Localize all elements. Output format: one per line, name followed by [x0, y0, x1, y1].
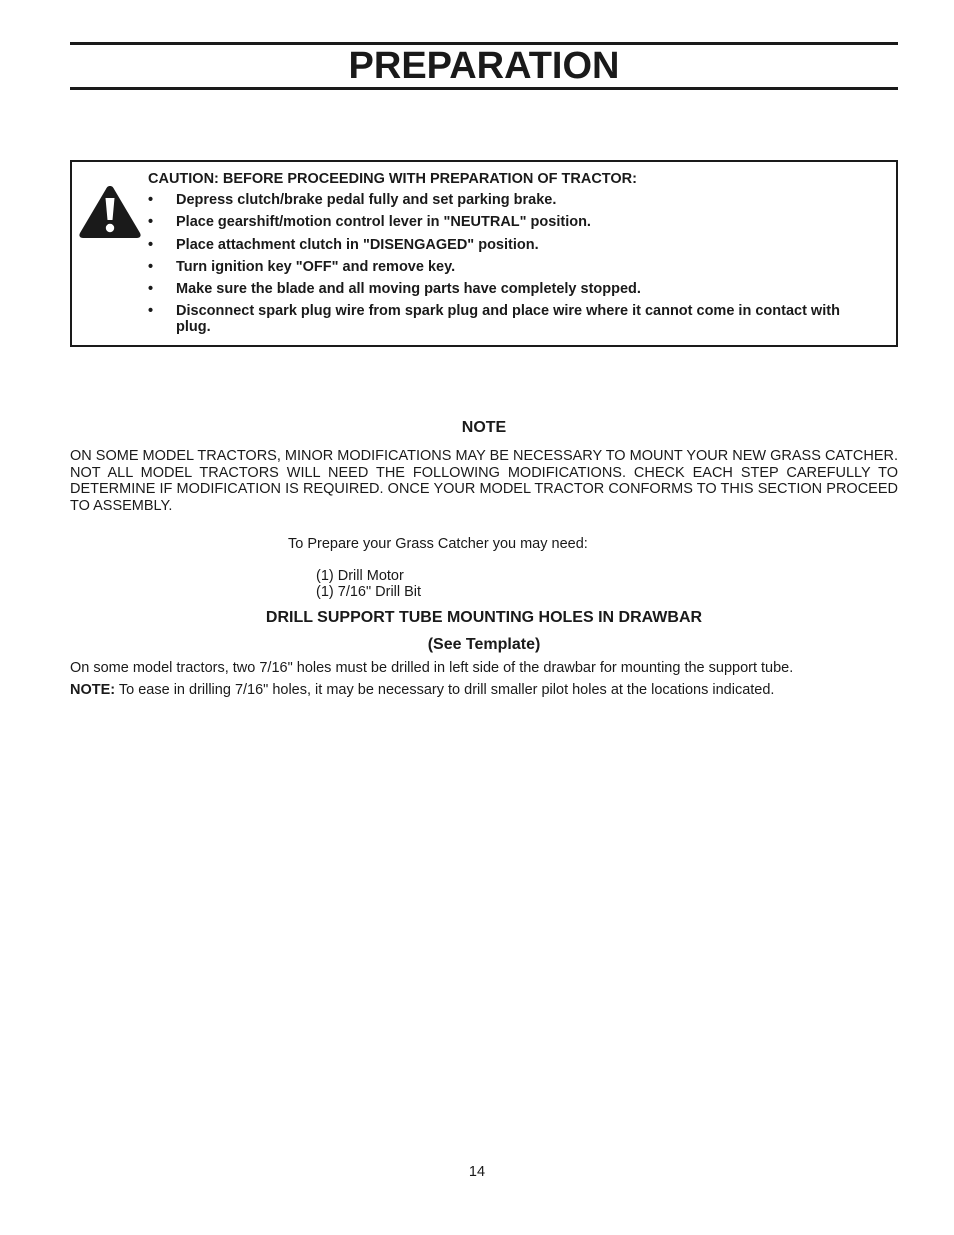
note-text: To ease in drilling 7/16" holes, it may be necessary to drill smaller pilot holes at the locations indicated.	[115, 682, 775, 698]
list-item	[148, 192, 848, 208]
note-label: NOTE:	[70, 682, 116, 698]
bullet: •	[148, 258, 154, 275]
caution-item-text: Depress clutch/brake pedal fully and set parking brake.	[176, 192, 557, 208]
caution-item-text: Place attachment clutch in "DISENGAGED" position.	[176, 236, 539, 253]
caution-item-text: Turn ignition key "OFF" and remove key.	[176, 258, 456, 275]
bullet: •	[148, 303, 154, 320]
caution-box	[70, 160, 898, 347]
page-number: 14	[468, 1164, 486, 1180]
bullet: •	[148, 281, 154, 298]
bullet: •	[148, 192, 154, 208]
section-heading: DRILL SUPPORT TUBE MOUNTING HOLES IN DRAWBAR	[265, 609, 703, 626]
prepare-intro: To Prepare your Grass Catcher you may need:	[288, 536, 588, 552]
list-item: (1) 7/16" Drill Bit	[316, 584, 422, 600]
section-body: On some model tractors, two 7/16" holes must be drilled in left side of the drawbar for mounting the support tube.	[70, 660, 794, 676]
bullet: •	[148, 236, 154, 253]
caution-item-text: Place gearshift/motion control lever in "NEUTRAL" position.	[176, 214, 591, 231]
list-item	[148, 214, 848, 230]
title-bar	[70, 42, 898, 90]
note-paragraph: ON SOME MODEL TRACTORS, MINOR MODIFICATIONS MAY BE NECESSARY TO MOUNT YOUR NEW GRASS CATCHER. NOT ALL MODEL TRACTORS WILL NEED THE FOLLOWING MODIFICATIONS. CHECK EACH STEP CAREFULLY TO DETERMINE IF MODIFICATION IS REQUIRED. ONCE YOUR MODEL TRACTOR CONFORMS TO THIS SECTION PROCEED TO ASSEMBLY.	[70, 448, 898, 514]
caution-heading: CAUTION: BEFORE PROCEEDING WITH PREPARATION OF TRACTOR:	[148, 171, 637, 187]
page-title: PREPARATION	[348, 45, 620, 87]
list-item	[148, 281, 848, 297]
warning-triangle-icon	[78, 184, 142, 240]
note-heading: NOTE	[461, 419, 507, 436]
section-subheading: (See Template)	[427, 636, 541, 653]
list-item: (1) Drill Motor	[316, 568, 404, 584]
list-item	[148, 303, 848, 335]
list-item	[148, 237, 848, 253]
caution-item-text: Disconnect spark plug wire from spark plug and place wire where it cannot come in contact with plug.	[176, 303, 840, 336]
section-note	[70, 682, 898, 699]
bullet: •	[148, 214, 154, 231]
caution-list	[148, 192, 848, 342]
tools-list	[316, 568, 421, 600]
caution-item-text: Make sure the blade and all moving parts have completely stopped.	[176, 281, 641, 298]
list-item	[148, 259, 848, 275]
